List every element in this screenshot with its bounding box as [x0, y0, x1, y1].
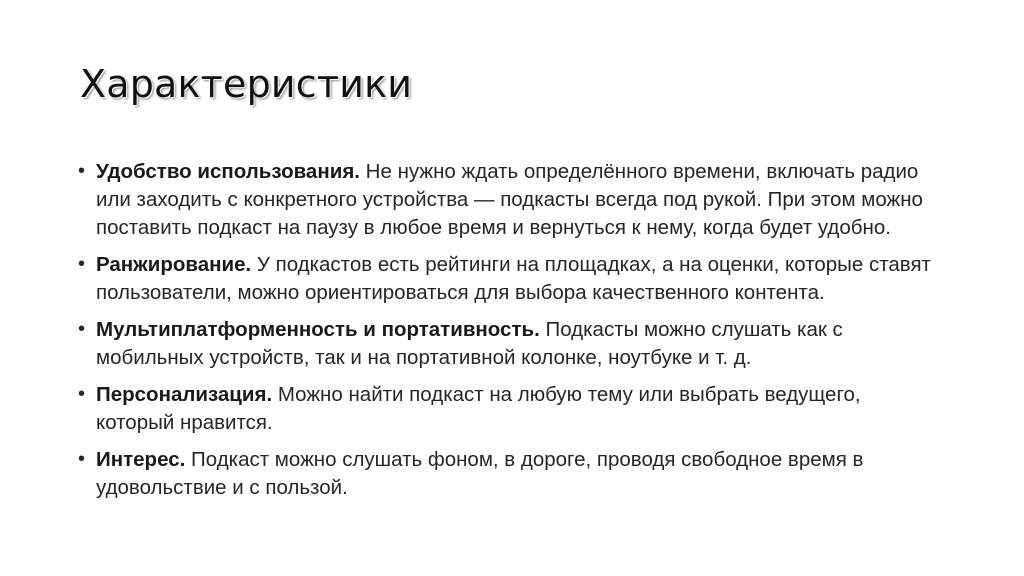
- bullet-item-personalization: [78, 381, 938, 437]
- bullet-dot-icon: •: [78, 383, 86, 406]
- bullet-dot-icon: •: [78, 252, 86, 275]
- bullet-lead: Интерес.: [96, 448, 186, 472]
- bullet-text: Подкасты можно слушать как с мобильных устройств, так и на портативной колонке, ноутбуке и т. д.: [96, 317, 843, 369]
- slide-title: Характеристики: [80, 62, 413, 106]
- bullet-item-ranking: [78, 251, 938, 307]
- bullet-lead: Персонализация.: [96, 383, 273, 407]
- bullet-text: У подкастов есть рейтинги на площадках, а на оценки, которые ставят пользователи, можно ориентироваться для выбора качественного контента.: [96, 252, 931, 304]
- bullet-lead: Ранжирование.: [96, 252, 252, 276]
- bullet-item-usability: [78, 158, 938, 241]
- bullet-lead: Мультиплатформенность и портативность.: [96, 317, 540, 341]
- bullet-item-multiplatform: [78, 316, 938, 372]
- bullet-item-interest: [78, 446, 938, 502]
- bullet-dot-icon: •: [78, 448, 86, 471]
- bullet-text: Можно найти подкаст на любую тему или выбрать ведущего, который нравится.: [96, 383, 861, 434]
- bullet-text: Не нужно ждать определённого времени, включать радио или заходить с конкретного устройства — подкасты всегда под рукой. При этом можно поставить подкаст на паузу в любое время и вернуться к нему, когда будет удобно.: [96, 160, 923, 239]
- bullet-lead: Удобство использования.: [96, 160, 360, 183]
- bullet-dot-icon: •: [78, 317, 86, 340]
- bullet-list: [78, 158, 938, 511]
- bullet-text: Подкаст можно слушать фоном, в дороге, проводя свободное время в удовольствие и с пользой.: [96, 448, 864, 499]
- bullet-dot-icon: •: [78, 160, 86, 182]
